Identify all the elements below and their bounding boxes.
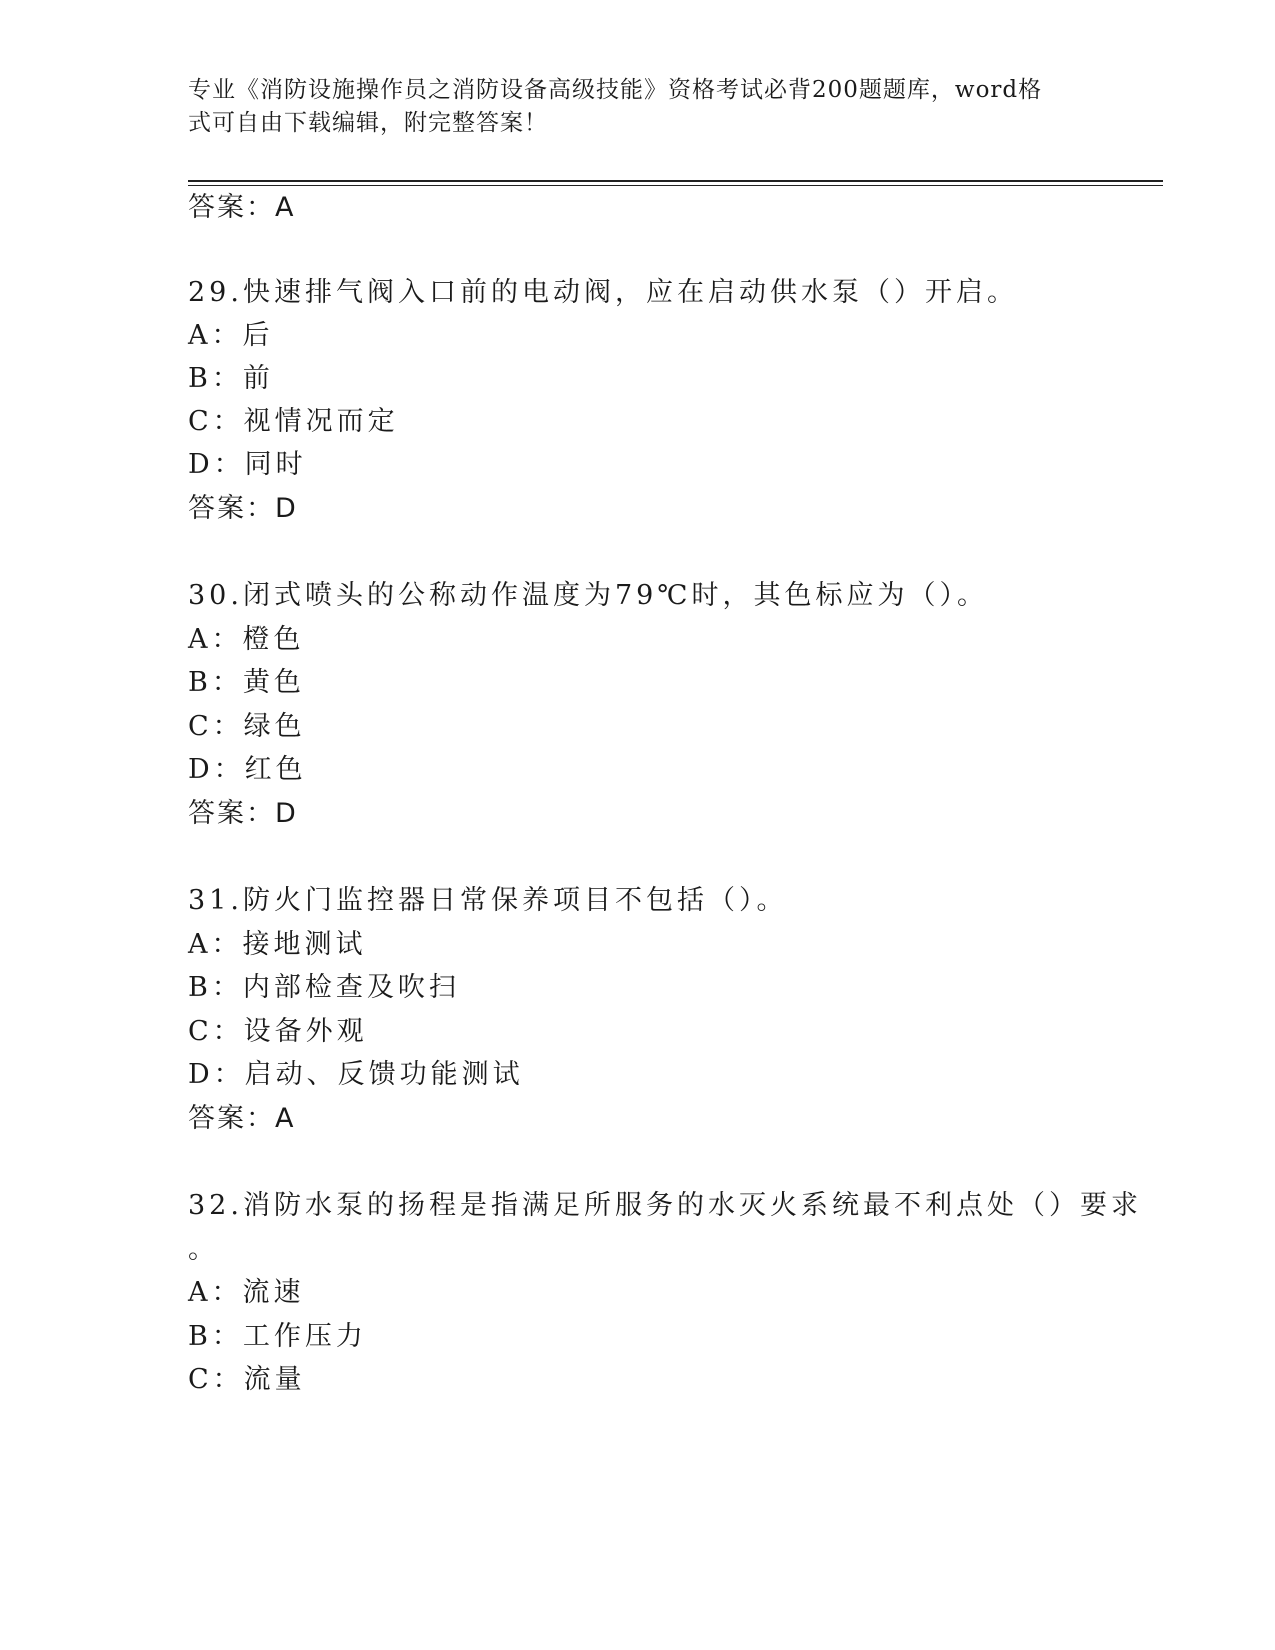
header-line-1: 专业《消防设施操作员之消防设备高级技能》资格考试必背200题题库，word格: [188, 77, 1043, 103]
header-divider-thin: [188, 185, 1163, 186]
q30-option-d: D：红色: [188, 754, 307, 785]
header-line-2: 式可自由下载编辑，附完整答案！: [188, 110, 548, 136]
q31-option-a: A：接地测试: [188, 929, 367, 960]
question-32-continued: 。: [188, 1234, 219, 1265]
question-30: 30.闭式喷头的公称动作温度为79℃时，其色标应为（）。: [188, 580, 988, 611]
q31-option-d: D：启动、反馈功能测试: [188, 1059, 524, 1090]
q32-option-c: C：流量: [188, 1364, 306, 1395]
document-header: [188, 74, 1068, 140]
q30-option-c: C：绿色: [188, 711, 306, 742]
question-32: 32.消防水泵的扬程是指满足所服务的水灭火系统最不利点处（）要求: [188, 1190, 1142, 1221]
answer-31: 答案：A: [188, 1103, 296, 1134]
q29-option-a: A：后: [188, 320, 274, 351]
q30-option-a: A：橙色: [188, 624, 305, 655]
q29-option-c: C：视情况而定: [188, 406, 399, 437]
answer-30: 答案：D: [188, 798, 298, 829]
question-29: 29.快速排气阀入口前的电动阀，应在启动供水泵（）开启。: [188, 277, 1018, 308]
q30-option-b: B：黄色: [188, 667, 305, 698]
q32-option-a: A：流速: [188, 1277, 305, 1308]
q29-option-d: D：同时: [188, 449, 307, 480]
q31-option-c: C：设备外观: [188, 1016, 368, 1047]
answer-28: 答案：A: [188, 192, 296, 223]
answer-29: 答案：D: [188, 493, 298, 524]
question-31: 31.防火门监控器日常保养项目不包括（）。: [188, 885, 788, 916]
header-divider: [188, 180, 1163, 182]
q32-option-b: B：工作压力: [188, 1321, 367, 1352]
q31-option-b: B：内部检查及吹扫: [188, 972, 460, 1003]
q29-option-b: B：前: [188, 363, 274, 394]
